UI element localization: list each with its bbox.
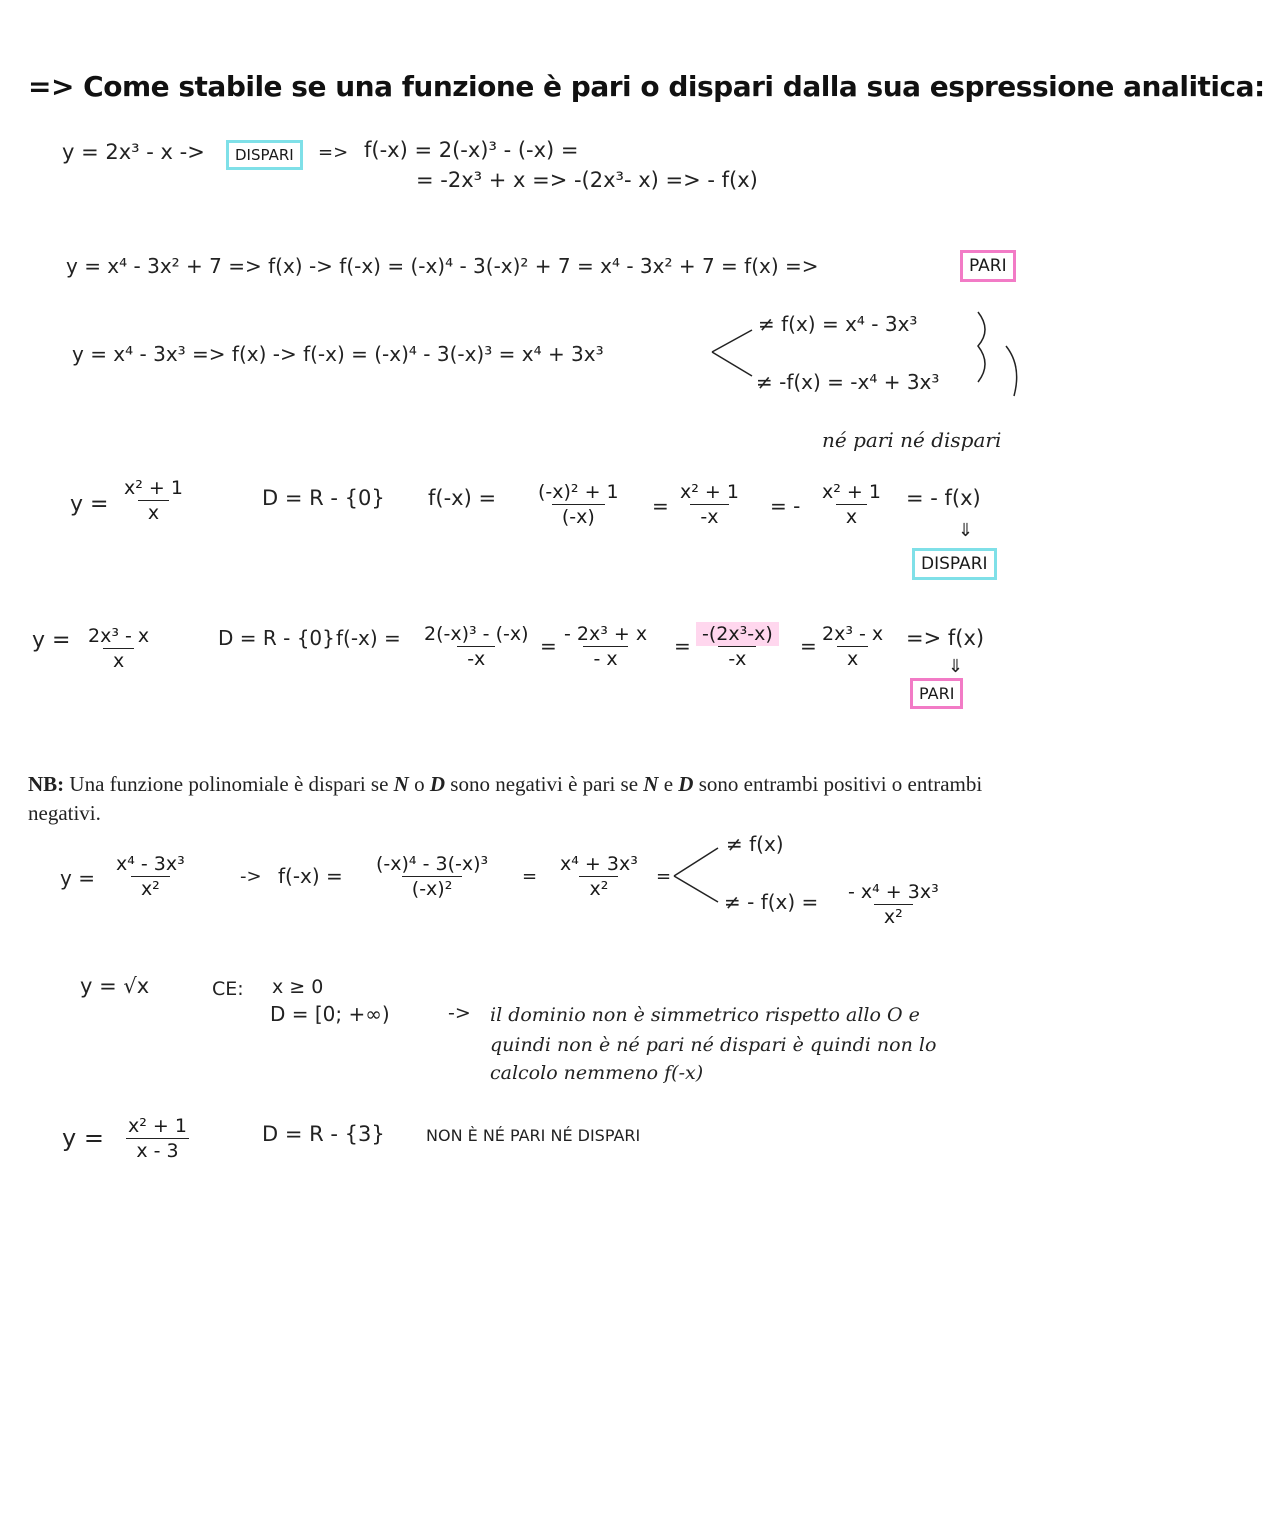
ex6-eq1: = [522,866,538,887]
ex4-eq1: = [652,494,669,518]
ex8-y: y = [62,1124,104,1152]
nb-text3: sono entrambi positivi o entrambi negativi. [28,772,983,825]
ex4-frac2-num: x² + 1 [680,481,739,503]
ex4-frac1-num: (-x)² + 1 [538,481,619,503]
ex3-expression: y = x⁴ - 3x³ => f(x) -> f(-x) = (-x)⁴ - 3(-x)³ = x⁴ + 3x³ [72,342,604,366]
ex6-branch-neg: ≠ - f(x) = [724,890,819,914]
nb-N2: N [643,772,659,796]
ex3-conclusion: né pari né dispari [822,428,1002,452]
ex5-f-label: f(-x) = [336,626,401,650]
ex8-domain: D = R - {3} [262,1122,385,1146]
nb-text1: Una funzione polinomiale è dispari se [64,772,394,796]
ex5-y: y = [32,628,71,653]
ex6-frac1-den: (-x)² [402,876,463,901]
ex6-frac2-num: x⁴ + 3x³ [560,853,638,875]
ex5-frac3-den: -x [718,646,756,671]
ex7-condition: x ≥ 0 [272,976,324,998]
ex5-eq3: = [800,634,817,658]
ex4-frac2-den: -x [690,504,728,529]
ex6-f-label: f(-x) = [278,864,343,888]
ex7-domain: D = [0; +∞) [270,1002,390,1026]
ex4-frac1-den: (-x) [552,504,605,529]
ex6-branch-pos: ≠ f(x) [726,832,784,856]
ex1-arrow: => [318,142,349,163]
ex6-numerator: x⁴ - 3x³ [116,853,185,875]
nb-N: N [393,772,409,796]
nb-text2: sono negativi è pari se [445,772,644,796]
ex8-denominator: x - 3 [126,1138,188,1163]
page-title: => Come stabile se una funzione è pari o dispari dalla sua espressione analitica: [28,70,1265,103]
ex5-badge-pari: PARI [910,678,963,709]
ex3-brace-arrow [1006,346,1017,396]
ex6-frac3-num: - x⁴ + 3x³ [848,881,939,903]
ex4-frac3-den: x [836,504,867,529]
ex5-result: => f(x) [906,626,985,650]
ex6-arrow: -> [240,866,262,887]
ex1-function: y = 2x³ - x -> [62,140,205,164]
ex5-denominator: x [103,648,134,673]
ex4-y: y = [70,492,109,517]
ex3-branch-neg: ≠ -f(x) = -x⁴ + 3x³ [756,370,940,394]
ex7-explanation-2: quindi non è né pari né dispari è quindi non lo [490,1034,937,1056]
ex5-frac2-den: - x [583,646,627,671]
ex5-frac1-den: -x [457,646,495,671]
ex5-frac1-num: 2(-x)³ - (-x) [424,623,529,645]
ex7-ce-label: CE: [212,978,244,1000]
ex6-frac2-den: x² [579,876,618,901]
ex4-numerator: x² + 1 [124,477,183,499]
ex6-frac1-num: (-x)⁴ - 3(-x)³ [376,853,489,875]
ex8-numerator: x² + 1 [128,1115,187,1137]
nb-o: o [408,772,430,796]
ex6-y: y = [60,866,95,890]
ex1-step1: f(-x) = 2(-x)³ - (-x) = [364,138,579,162]
ex1-badge-dispari: DISPARI [226,140,303,170]
ex5-frac4-num: 2x³ - x [822,623,884,645]
ex2-badge-pari: PARI [960,250,1016,282]
ex5-down-arrow: ⇓ [948,656,964,677]
ex4-frac3-num: x² + 1 [822,481,881,503]
ex8-conclusion: NON È NÉ PARI NÉ DISPARI [426,1126,641,1145]
ex6-frac3-den: x² [874,904,913,929]
ex2-expression: y = x⁴ - 3x² + 7 => f(x) -> f(-x) = (-x)⁴ - 3(-x)² + 7 = x⁴ - 3x² + 7 = f(x) => [66,254,819,278]
ex3-branch-line-up [712,330,752,352]
ex1-step2: = -2x³ + x => -(2x³- x) => - f(x) [416,168,758,192]
ex6-eq2: = [656,866,672,887]
ex5-frac2-num: - 2x³ + x [564,623,648,645]
ex3-brace [978,312,985,382]
ex5-domain: D = R - {0} [218,626,335,650]
ex6-branch-line-down [674,876,718,902]
ex7-arrow: -> [448,1002,471,1024]
ex7-function: y = √x [80,974,150,998]
ex6-denominator: x² [131,876,170,901]
ex5-eq1: = [540,634,557,658]
nb-D: D [429,772,446,796]
ex7-explanation-3: calcolo nemmeno f(-x) [490,1062,704,1084]
nb-prefix: NB: [28,772,65,796]
nb-e: e [658,772,679,796]
ex5-eq2: = [674,634,691,658]
ex4-down-arrow: ⇓ [958,520,974,541]
nb-D2: D [678,772,694,796]
ex3-branch-line-down [712,352,752,376]
ex4-f-label: f(-x) = [428,486,497,510]
ex7-explanation-1: il dominio non è simmetrico rispetto allo O e [490,1004,920,1026]
ex5-frac3-num: -(2x³-x) [696,622,779,646]
ex4-denominator: x [138,500,169,525]
ex4-badge-dispari: DISPARI [912,548,997,580]
ex4-result: = - f(x) [906,486,981,510]
ex4-minus: = - [770,494,801,518]
ex4-domain: D = R - {0} [262,486,385,510]
ex5-frac4-den: x [837,646,868,671]
ex6-branch-line-up [674,848,718,876]
ex5-numerator: 2x³ - x [88,625,150,647]
ex3-branch-pos: ≠ f(x) = x⁴ - 3x³ [758,312,918,336]
